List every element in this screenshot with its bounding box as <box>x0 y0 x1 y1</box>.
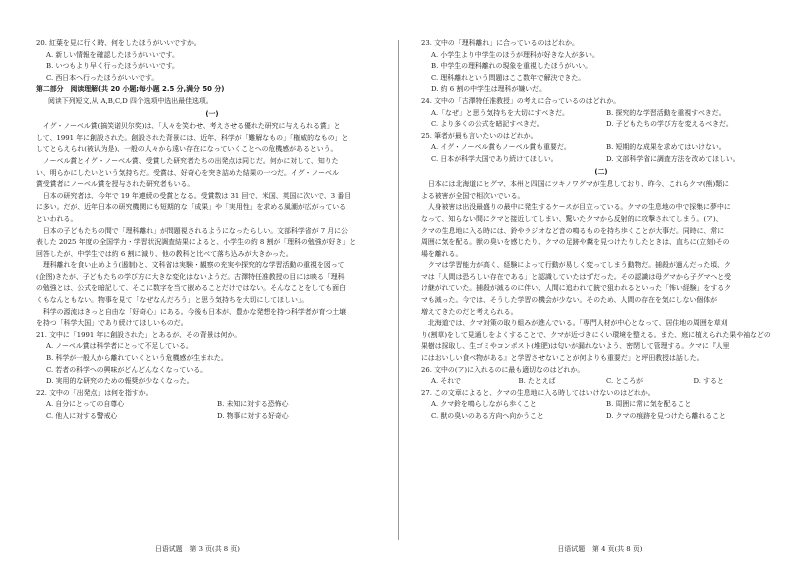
option-a: A. イグ・ノーベル賞もノーベル賞も重要だ。 <box>431 143 571 152</box>
option-a: A. それで <box>431 377 462 386</box>
option-a: A. 自分にとっての自尊心 <box>46 400 125 409</box>
option-b: B. 科学が一般人から離れていくという危機感が生まれた。 <box>46 354 228 363</box>
passage-line: 理科離れを食い止めよう(遏制)と、文科省は実験・観察の充実や探究的な学習活動の重視を図って <box>36 261 345 270</box>
passage-line: 日本の子どもたちの間で「理科離れ」が問題視されるようになったらしい。文部科学省が 7 月に公 <box>36 226 348 235</box>
passage-line: 周囲に気を配る。獣の臭いを感じたり、クマの足跡や糞を見つけたりしたときは、直ちに(立刻)その <box>421 238 730 247</box>
passage-line: け継がれていた。捕殺が減るのに伴い、人間に追われて銃で狙われるといった「怖い経験」をするク <box>421 284 732 293</box>
section-1-title: (一) <box>205 109 219 118</box>
option-c: C. ところが <box>606 377 643 386</box>
option-row <box>36 411 388 423</box>
part2-title: 第二部分 阅读理解(共 20 小题;每小题 2.5 分,满分 50 分) <box>36 85 225 94</box>
option-b: B. 周囲に常に気を配ること <box>606 400 692 409</box>
option-d: D. 文部科学省に調査方法を改めてほしい。 <box>606 154 740 163</box>
passage-line: 回答したが、中学生では約 6 割に減り、他の教科と比べて落ち込みが大きかった。 <box>36 249 293 258</box>
option-row <box>421 399 781 411</box>
passage-line: に多い。だが、近年日本の研究機関にも短期的な「成果」や「実用性」を求める風潮が広がっている <box>36 203 347 212</box>
question-stem: 27. この文章によると、クマの生息地に入る時してはいけないのはどれか。 <box>421 388 655 397</box>
option-c: C. 獣の臭いのある方向へ向かうこと <box>431 412 544 420</box>
passage-line: マも減った。今では、そうした学習の機会が少ない。そのため、人間の存在を気にしない個体が <box>421 296 718 305</box>
option-a: A. 新しい情報を確認したほうがいいです。 <box>46 50 179 59</box>
option-d: D. クマの痕跡を見つけたら離れること <box>606 412 726 420</box>
option-a: A. 小学生より中学生のほうが理科が好きな人が多い。 <box>431 50 599 59</box>
question-20 <box>36 38 388 84</box>
page-4-content <box>421 38 781 423</box>
option-b: B. 短期的な成果を求めてはいけない。 <box>606 143 726 152</box>
option-row <box>421 142 781 154</box>
question-stem: 24. 文中の「古澤特任准教授」の考えに合っているのはどれか。 <box>421 96 621 105</box>
passage-line: ノーベル賞とイグ・ノーベル賞、受賞した研究者たちの出発点は同じだ。何かに対して、知りた <box>36 156 339 165</box>
passage-line: (企图)きたが、子どもたちの学び方に大きな変化はないようだ。古澤特任准教授の目には映る「理科 <box>36 272 345 281</box>
option-a: A. ノーベル賞は科学者にとって不足している。 <box>46 342 193 351</box>
passage-line: 北海道では、クマ対策の取り組みが進んでいる。「専門人材が中心となって、居住地の周囲を草刈 <box>421 319 728 328</box>
passage-line: して、1991 年に創設された。創設された背景には、近年、科学が「難解なもの」「権威的なもの」と <box>36 133 349 142</box>
passage-line: してとらえられ(被认为是)、一般の人々から遠い存在になっていくことへの危機感があるという。 <box>36 145 338 154</box>
page-footer: 日语试题 第 4 页(共 8 页) <box>557 545 643 553</box>
question-23 <box>421 38 781 96</box>
passage-line: といわれる。 <box>36 214 78 223</box>
page-footer: 日语试题 第 3 页(共 8 页) <box>155 545 240 553</box>
option-d: D. 約 6 割の中学生は理科が嫌いだ。 <box>431 85 546 94</box>
passage-line: 科学の源流はきっと自由な「好奇心」にある。今後も日本が、豊かな発想を持つ科学者が育つ土壌 <box>36 307 347 316</box>
passage-line: を持つ「科学大国」であり続けてほしいものだ。 <box>36 319 188 328</box>
option-c: C. 理科離れという問題はここ数年で解決できた。 <box>431 73 586 82</box>
column-divider <box>398 40 399 540</box>
passage-line: クマの生息地に入る時には、鈴やラジオなど音の鳴るものを持ち歩くことが大事だ。同時に、常に <box>421 226 725 235</box>
passage-line: にはおいしい食べ物がある』と学習させないことが何よりも重要だ」と坪田教授は話した。 <box>421 354 704 363</box>
option-c: C. 若者の科学への興味がどんどんなくなっている。 <box>46 365 207 374</box>
question-stem: 23. 文中の「理科離れ」に合っているのはどれか。 <box>421 39 579 47</box>
passage-line: い、明らかにしたいという気持ちだ。受賞は、好奇心を突き詰めた結果の一つだ。イグ・ノーベル <box>36 168 339 177</box>
option-b: B. 未知に対する恐怖心 <box>217 400 289 409</box>
passage-line: 日本の研究者は、今年で 19 年連続の受賞となる。受賞数は 31 回で、米国、英国に次いで、3 番目 <box>36 191 352 200</box>
option-c: C. 日本が科学大国であり続けてほしい。 <box>431 154 558 163</box>
option-row <box>36 399 388 411</box>
question-22 <box>36 388 388 423</box>
question-stem: 22. 文中の「出発点」は何を指すか。 <box>36 388 153 397</box>
question-26 <box>421 365 781 388</box>
option-row <box>421 376 781 388</box>
question-stem: 20. 紅葉を見に行く時、何をしたほうがいいですか。 <box>36 39 201 47</box>
option-c: C. 西日本へ行ったほうがいいです。 <box>46 73 159 82</box>
page-3-content <box>36 38 388 423</box>
part2-instruction: 阅读下列短文,从 A,B,C,D 四个选项中选出最佳选项。 <box>48 96 213 105</box>
page-3 <box>0 0 395 579</box>
passage-line: 増えてきたのだと考えられる。 <box>421 307 518 316</box>
passage-line: くもなんともない。物事を見て「なぜなんだろう」と思う気持ちを大切にしてほしい」。 <box>36 296 309 305</box>
passage-line: り(割草)をして見通しをよくすることで、クマが近づきにくい環境を整える。また、庭に植えられた果や袖などの <box>421 330 771 339</box>
option-d: D. すると <box>693 377 724 386</box>
option-b: B. 中学生の理科離れの現象を重視したほうがいい。 <box>431 62 593 71</box>
option-c: C. より多くの公式を暗記すべきだ。 <box>431 120 544 129</box>
question-27 <box>421 388 781 423</box>
passage-line: 表した 2025 年度の全国学力・学習状況調査結果によると、小学生の約 8 割が「理科の勉強が好き」と <box>36 238 357 247</box>
passage-line: 人身被害は出没最盛りの最中に発生するケースが目立っている。クマの生息地の中で採集に夢中に <box>421 203 731 212</box>
option-a: A.「なぜ」と思う気持ちを大切にすべきだ。 <box>431 108 569 117</box>
option-row <box>421 119 781 131</box>
passage-line: マは「人間は恐ろしい存在である」と認識していたはずだった。その認識は母グマから子グマへと受 <box>421 272 732 281</box>
question-stem: 26. 文中の(ア)に入れるのに最も適切なのはどれか。 <box>421 365 585 374</box>
question-21 <box>36 330 388 388</box>
question-25 <box>421 131 781 166</box>
option-a: A. クマ鈴を鳴らしながら歩くこと <box>431 400 537 409</box>
passage-line: 賞受賞者にノーベル賞を授与された研究者もいる。 <box>36 180 195 189</box>
passage-line: の勉強とは、公式を暗記して、そこに数字を当て嵌めることだけではない。そんなことをしても面白 <box>36 284 346 293</box>
section-2-title: (二) <box>594 167 608 176</box>
question-24 <box>421 96 781 131</box>
option-d: D. 子どもたちの学び方を変えるべきだ。 <box>606 120 733 129</box>
question-stem: 21. 文中に「1991 年に創設された」とあるが、その背景は何か。 <box>36 330 242 339</box>
page-4 <box>400 0 800 579</box>
passage-2 <box>421 179 781 365</box>
option-c: C. 他人に対する警戒心 <box>46 412 118 420</box>
option-row <box>421 411 781 423</box>
option-d: D. 実用的な研究のための報奨が少なくなった。 <box>46 377 194 386</box>
option-row <box>421 108 781 120</box>
option-b: B. 探究的な学習活動を重視すべきだ。 <box>606 108 726 117</box>
passage-line: 日本には北海道にヒグマ、本州と四国にツキノワグマが生息しており、昨今、これらクマ(熊)類に <box>421 180 730 189</box>
option-d: D. 物事に対する好奇心 <box>217 412 289 420</box>
passage-line: 果樹は採取し、生ゴミやコンポスト(堆肥)は匂いが漏れないよう、密閉して管理する。クマに『人里 <box>421 342 730 351</box>
passage-line: クマは学習能力が高く、経験によって行動が易しく変ってしまう動物だ。捕殺が過んだった頃、ク <box>421 261 731 270</box>
option-row <box>421 154 781 166</box>
passage-line: イグ・ノーベル賞(搞笑诺贝尔奖)は、「人々を笑わせ、考えさせる優れた研究に与えられる賞」と <box>36 122 341 131</box>
option-b: B. いつもより早く行ったほうがいいです。 <box>46 62 179 71</box>
passage-line: よる被害が全国で相次いでいる。 <box>421 191 525 200</box>
passage-1 <box>36 121 388 330</box>
passage-line: なって、知らない間にクマと接近してしまい、驚いたクマから反射的に攻撃されてしまう。(ア)、 <box>421 214 723 223</box>
passage-line: 場を離れる。 <box>421 249 463 258</box>
question-stem: 25. 筆者が最も言いたいのはどれか。 <box>421 131 538 140</box>
option-b: B. たとえば <box>518 377 556 386</box>
